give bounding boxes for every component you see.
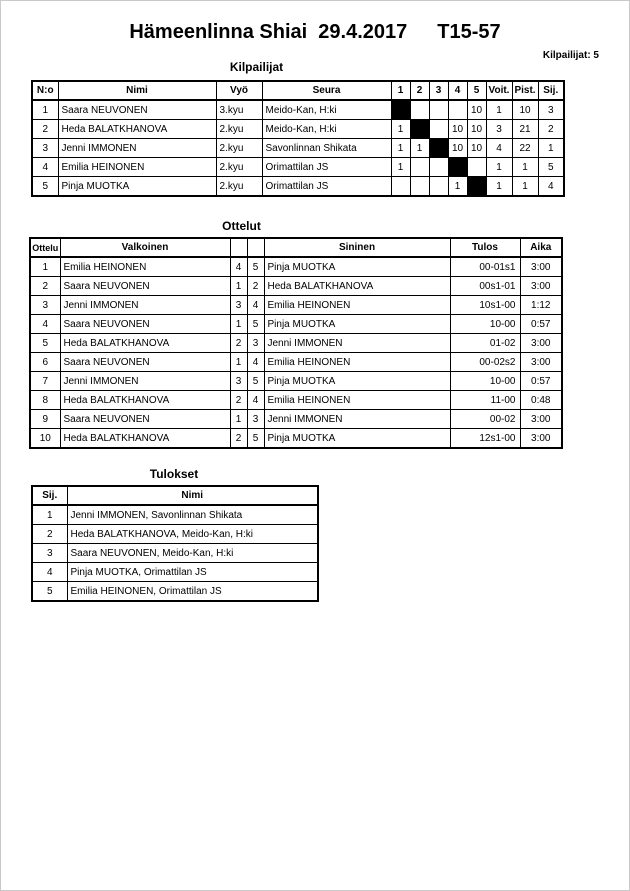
cell-white-no: 3 (230, 296, 247, 315)
col-header-rank: Sij. (538, 81, 564, 100)
col-header-round-4: 4 (448, 81, 467, 100)
cell-result: 11-00 (450, 391, 520, 410)
cell-points: 10 (512, 100, 538, 120)
cell-blue-no: 5 (247, 429, 264, 449)
cell-result: 1 (391, 120, 410, 139)
cell-result: 00s1-01 (450, 277, 520, 296)
cell-time: 3:00 (520, 257, 562, 277)
cell-club: Meido-Kan, H:ki (262, 100, 391, 120)
cell-result: 10 (448, 120, 467, 139)
cell-name: Emilia HEINONEN, Orimattilan JS (67, 582, 318, 602)
cell-result: 10s1-00 (450, 296, 520, 315)
cell-result: 1 (391, 158, 410, 177)
page-title (1, 1, 629, 44)
cell-time: 3:00 (520, 353, 562, 372)
cell-blue-name: Emilia HEINONEN (264, 296, 450, 315)
cell-match-no: 2 (30, 277, 60, 296)
cell-match-no: 9 (30, 410, 60, 429)
cell-rank: 3 (538, 100, 564, 120)
cell-result (410, 177, 429, 197)
cell-white-name: Heda BALATKHANOVA (60, 391, 230, 410)
results-section-title: Tulokset (149, 467, 199, 481)
cell-wins: 4 (486, 139, 512, 158)
cell-result (410, 158, 429, 177)
cell-blue-no: 2 (247, 277, 264, 296)
match-row (30, 429, 562, 449)
cell-result: 1 (448, 177, 467, 197)
match-row (30, 410, 562, 429)
cell-club: Meido-Kan, H:ki (262, 120, 391, 139)
cell-rank: 2 (32, 525, 67, 544)
matches-table (29, 237, 563, 449)
cell-name: Heda BALATKHANOVA, Meido-Kan, H:ki (67, 525, 318, 544)
col-header-rank: Sij. (32, 486, 67, 505)
cell-white-name: Heda BALATKHANOVA (60, 334, 230, 353)
cell-time: 3:00 (520, 429, 562, 449)
cell-name: Jenni IMMONEN, Savonlinnan Shikata (67, 505, 318, 525)
cell-blue-no: 4 (247, 391, 264, 410)
cell-match-no: 5 (30, 334, 60, 353)
cell-white-no: 2 (230, 334, 247, 353)
col-header-round-3: 3 (429, 81, 448, 100)
cell-wins: 1 (486, 177, 512, 197)
col-header-result: Tulos (450, 238, 520, 257)
cell-points: 1 (512, 177, 538, 197)
col-header-club: Seura (262, 81, 391, 100)
col-header-match: Ottelu (30, 238, 60, 257)
competitor-row (32, 120, 564, 139)
cell-wins: 1 (486, 158, 512, 177)
cell-name: Pinja MUOTKA, Orimattilan JS (67, 563, 318, 582)
cell-no: 4 (32, 158, 58, 177)
page-title-category: T15-57 (437, 21, 501, 43)
cell-result: 10-00 (450, 315, 520, 334)
col-header-round-1: 1 (391, 81, 410, 100)
cell-white-no: 4 (230, 257, 247, 277)
cell-blue-name: Pinja MUOTKA (264, 315, 450, 334)
cell-white-name: Heda BALATKHANOVA (60, 429, 230, 449)
cell-white-no: 2 (230, 429, 247, 449)
cell-result: 12s1-00 (450, 429, 520, 449)
cell-white-no: 1 (230, 410, 247, 429)
cell-match-no: 8 (30, 391, 60, 410)
cell-result: 10 (467, 100, 486, 120)
cell-match-no: 1 (30, 257, 60, 277)
result-row (32, 525, 318, 544)
cell-no: 1 (32, 100, 58, 120)
match-row (30, 315, 562, 334)
cell-wins: 3 (486, 120, 512, 139)
cell-white-name: Saara NEUVONEN (60, 315, 230, 334)
cell-result (429, 177, 448, 197)
cell-result: 1 (410, 139, 429, 158)
cell-result (429, 100, 448, 120)
cell-blue-no: 3 (247, 410, 264, 429)
cell-time: 3:00 (520, 410, 562, 429)
cell-white-name: Saara NEUVONEN (60, 277, 230, 296)
cell-belt: 2.kyu (216, 139, 262, 158)
cell-result-diagonal (429, 139, 448, 158)
result-row (32, 544, 318, 563)
cell-name: Jenni IMMONEN (58, 139, 216, 158)
cell-rank: 3 (32, 544, 67, 563)
cell-result (429, 120, 448, 139)
col-header-white-no (230, 238, 247, 257)
cell-belt: 3.kyu (216, 100, 262, 120)
cell-match-no: 10 (30, 429, 60, 449)
cell-blue-name: Heda BALATKHANOVA (264, 277, 450, 296)
match-row (30, 372, 562, 391)
cell-result-diagonal (391, 100, 410, 120)
competitor-row (32, 158, 564, 177)
cell-white-name: Saara NEUVONEN (60, 353, 230, 372)
cell-rank: 2 (538, 120, 564, 139)
match-row (30, 334, 562, 353)
cell-blue-no: 5 (247, 372, 264, 391)
cell-club: Orimattilan JS (262, 177, 391, 197)
cell-result: 1 (391, 139, 410, 158)
cell-rank: 5 (32, 582, 67, 602)
competitors-table (31, 80, 565, 197)
cell-result: 10-00 (450, 372, 520, 391)
cell-result-diagonal (467, 177, 486, 197)
cell-time: 1:12 (520, 296, 562, 315)
col-header-white: Valkoinen (60, 238, 230, 257)
cell-belt: 2.kyu (216, 120, 262, 139)
result-row (32, 582, 318, 602)
matches-section-title: Ottelut (222, 219, 261, 233)
cell-result-diagonal (410, 120, 429, 139)
cell-no: 5 (32, 177, 58, 197)
cell-result: 01-02 (450, 334, 520, 353)
col-header-no: N:o (32, 81, 58, 100)
competitor-row (32, 100, 564, 120)
cell-name: Pinja MUOTKA (58, 177, 216, 197)
cell-wins: 1 (486, 100, 512, 120)
cell-time: 3:00 (520, 277, 562, 296)
cell-match-no: 4 (30, 315, 60, 334)
cell-name: Heda BALATKHANOVA (58, 120, 216, 139)
cell-time: 0:57 (520, 315, 562, 334)
match-row (30, 296, 562, 315)
competitor-count-label: Kilpailijat: 5 (542, 50, 599, 61)
results-table (31, 485, 319, 602)
result-row (32, 505, 318, 525)
cell-result (467, 158, 486, 177)
result-row (32, 563, 318, 582)
matches-header-row (30, 238, 562, 257)
cell-blue-no: 5 (247, 315, 264, 334)
cell-result: 10 (467, 120, 486, 139)
cell-result (391, 177, 410, 197)
col-header-time: Aika (520, 238, 562, 257)
cell-name: Saara NEUVONEN, Meido-Kan, H:ki (67, 544, 318, 563)
cell-blue-name: Pinja MUOTKA (264, 257, 450, 277)
cell-white-name: Saara NEUVONEN (60, 410, 230, 429)
cell-result: 10 (448, 139, 467, 158)
cell-points: 22 (512, 139, 538, 158)
col-header-blue-no (247, 238, 264, 257)
cell-white-no: 2 (230, 391, 247, 410)
cell-white-no: 3 (230, 372, 247, 391)
cell-time: 0:48 (520, 391, 562, 410)
competitor-row (32, 139, 564, 158)
cell-time: 0:57 (520, 372, 562, 391)
cell-blue-no: 4 (247, 353, 264, 372)
col-header-blue: Sininen (264, 238, 450, 257)
cell-time: 3:00 (520, 334, 562, 353)
cell-result: 10 (467, 139, 486, 158)
cell-blue-name: Jenni IMMONEN (264, 410, 450, 429)
cell-blue-name: Emilia HEINONEN (264, 391, 450, 410)
cell-blue-name: Pinja MUOTKA (264, 429, 450, 449)
cell-points: 21 (512, 120, 538, 139)
cell-belt: 2.kyu (216, 177, 262, 197)
cell-result-diagonal (448, 158, 467, 177)
cell-blue-name: Jenni IMMONEN (264, 334, 450, 353)
cell-rank: 1 (32, 505, 67, 525)
cell-result (429, 158, 448, 177)
cell-club: Savonlinnan Shikata (262, 139, 391, 158)
results-header-row (32, 486, 318, 505)
match-row (30, 277, 562, 296)
cell-name: Emilia HEINONEN (58, 158, 216, 177)
cell-white-no: 1 (230, 353, 247, 372)
cell-white-name: Jenni IMMONEN (60, 296, 230, 315)
cell-result (448, 100, 467, 120)
cell-name: Saara NEUVONEN (58, 100, 216, 120)
cell-rank: 5 (538, 158, 564, 177)
cell-white-no: 1 (230, 277, 247, 296)
col-header-name: Nimi (67, 486, 318, 505)
cell-match-no: 7 (30, 372, 60, 391)
cell-blue-name: Emilia HEINONEN (264, 353, 450, 372)
cell-white-name: Jenni IMMONEN (60, 372, 230, 391)
cell-match-no: 6 (30, 353, 60, 372)
cell-white-no: 1 (230, 315, 247, 334)
match-row (30, 353, 562, 372)
cell-white-name: Emilia HEINONEN (60, 257, 230, 277)
page-title-main: Hämeenlinna Shiai 29.4.2017 (129, 21, 408, 43)
cell-result: 00-02s2 (450, 353, 520, 372)
col-header-points: Pist. (512, 81, 538, 100)
cell-result: 00-01s1 (450, 257, 520, 277)
cell-rank: 4 (538, 177, 564, 197)
col-header-name: Nimi (58, 81, 216, 100)
cell-match-no: 3 (30, 296, 60, 315)
cell-belt: 2.kyu (216, 158, 262, 177)
cell-blue-no: 3 (247, 334, 264, 353)
cell-result (410, 100, 429, 120)
cell-no: 3 (32, 139, 58, 158)
cell-rank: 1 (538, 139, 564, 158)
cell-points: 1 (512, 158, 538, 177)
cell-no: 2 (32, 120, 58, 139)
col-header-round-2: 2 (410, 81, 429, 100)
match-row (30, 391, 562, 410)
col-header-wins: Voit. (486, 81, 512, 100)
competitors-section-title: Kilpailijat (229, 60, 284, 74)
col-header-round-5: 5 (467, 81, 486, 100)
cell-result: 00-02 (450, 410, 520, 429)
competitor-row (32, 177, 564, 197)
cell-blue-name: Pinja MUOTKA (264, 372, 450, 391)
cell-blue-no: 4 (247, 296, 264, 315)
cell-club: Orimattilan JS (262, 158, 391, 177)
cell-rank: 4 (32, 563, 67, 582)
competitors-header-row (32, 81, 564, 100)
match-row (30, 257, 562, 277)
cell-blue-no: 5 (247, 257, 264, 277)
col-header-belt: Vyö (216, 81, 262, 100)
